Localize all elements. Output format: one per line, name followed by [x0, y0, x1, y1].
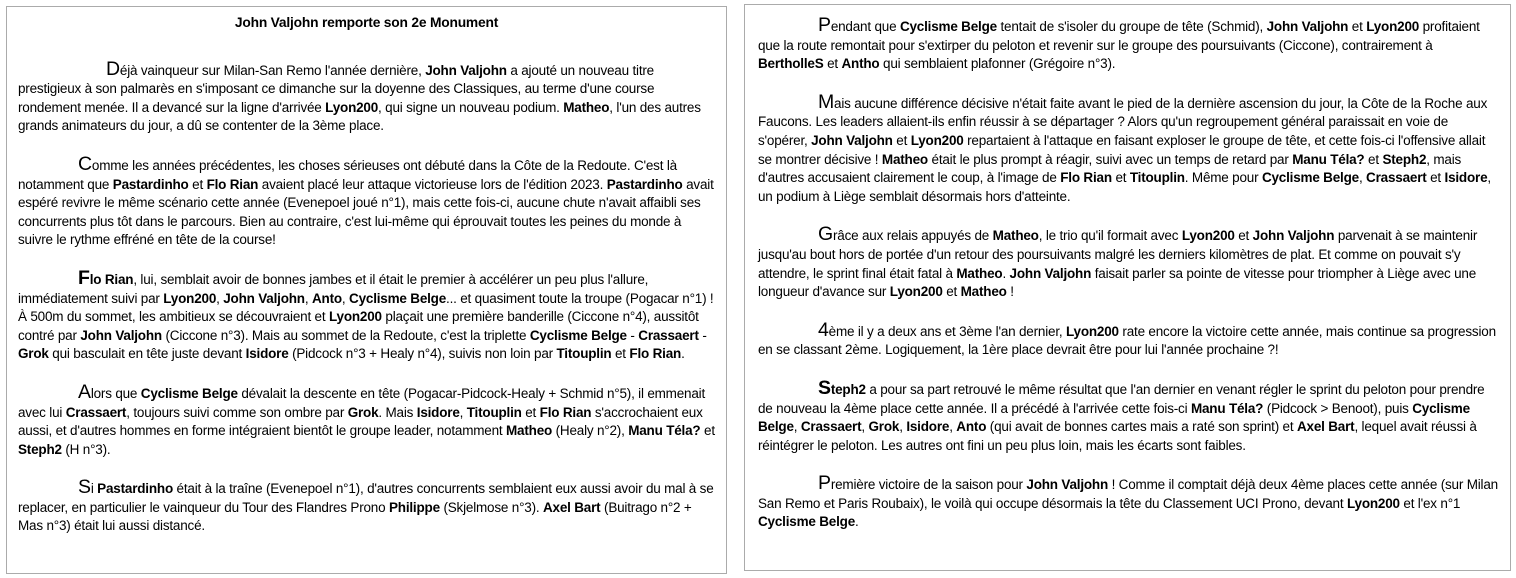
left-paragraph-1: Déjà vainqueur sur Milan-San Remo l'année dernière, John Valjohn a ajouté un nouveau titre prestigieux à son palmarès en s'imposant ce dimanche sur la doyenne des Classiques, au terme d'une course rondement menée. Il a devancé sur la ligne d'arrivée Lyon200, qui signe un nouveau podium. Matheo, l'un des autres grands animateurs du jour, a dû se contenter de la 3ème place. [18, 57, 701, 134]
right-paragraph-5: Steph2 a pour sa part retrouvé le même résultat que l'an dernier en venant régler le sprint du peloton pour prendre de nouveau la 4ème place cette année. Il a précédé à l'arrivée cette fois-ci Manu Téla? (Pidcock > Benoot), puis Cyclisme Belge, Crassaert, Grok, Isidore, Anto (qui avait de bonnes cartes mais a raté son sprint) et Axel Bart, lequel avait réussi à réintégrer le peloton. Les autres ont fini un peu plus loin, mais les écarts sont faibles. [758, 376, 1485, 453]
right-text-box [744, 4, 1511, 571]
right-paragraph-2: Mais aucune différence décisive n'était faite avant le pied de la dernière ascension du jour, la Côte de la Roche aux Faucons. Les leaders allaient-ils enfin réussir à se départager ? Alors qu'un regroupement général paraissait en voie de s'opérer, John Valjohn et Lyon200 repartaient à l'attaque en faisant exploser le groupe de tête, et cette fois-ci l'offensive allait se montrer décisive ! Matheo était le plus prompt à réagir, suivi avec un temps de retard par Manu Téla? et Steph2, mais d'autres accusaient clairement le coup, à l'image de Flo Rian et Titouplin. Même pour Cyclisme Belge, Crassaert et Isidore, un podium à Liège semblait désormais hors d'atteinte. [758, 90, 1491, 204]
right-paragraph-3: Grâce aux relais appuyés de Matheo, le trio qu'il formait avec Lyon200 et John Valjohn parvenait à se maintenir jusqu'au bout hors de portée d'un retour des poursuivants malgré les derniers kilomètres de plat. Et comme on pouvait s'y attendre, le sprint final était fatal à Matheo. John Valjohn faisait parler sa pointe de vitesse pour triompher à Liège avec une longueur d'avance sur Lyon200 et Matheo ! [758, 223, 1478, 300]
right-paragraph-6: Première victoire de la saison pour John Valjohn ! Comme il comptait déjà deux 4ème places cette année (sur Milan San Remo et Paris Roubaix), le voilà qui occupe désormais la tête du Classement UCI Prono, devant Lyon200 et l'ex n°1 Cyclisme Belge. [758, 472, 1498, 530]
left-paragraph-3: Flo Rian, lui, semblait avoir de bonnes jambes et il était le premier à accélérer un peu plus l'allure, immédiatement suivi par Lyon200, John Valjohn, Anto, Cyclisme Belge... et quasiment toute la troupe (Pogacar n°1) ! À 500m du sommet, les ambitieux se découvraient et Lyon200 plaçait une première banderille (Ciccone n°4), aussitôt contré par John Valjohn (Ciccone n°3). Mais au sommet de la Redoute, c'est la triplette Cyclisme Belge - Crassaert - Grok qui basculait en tête juste devant Isidore (Pidcock n°3 + Healy n°4), suivis non loin par Titouplin et Flo Rian. [18, 266, 714, 362]
left-paragraph-5: Si Pastardinho était à la traîne (Evenepoel n°1), d'autres concurrents semblaient eux aussi avoir du mal à se replacer, en particulier le vainqueur du Tour des Flandres Prono Philippe (Skjelmose n°3). Axel Bart (Buitrago n°2 + Mas n°3) était lui aussi distancé. [18, 476, 714, 534]
left-paragraph-4: Alors que Cyclisme Belge dévalait la descente en tête (Pogacar-Pidcock-Healy + Schmid n°5), il emmenait avec lui Crassaert, toujours suivi comme son ombre par Grok. Mais Isidore, Titouplin et Flo Rian s'accrochaient eux aussi, et d'autres hommes en forme intégraient bientôt le groupe leader, notamment Matheo (Healy n°2), Manu Téla? et Steph2 (H n°3). [18, 380, 715, 457]
article-title: John Valjohn remporte son 2e Monument [234, 15, 499, 30]
left-paragraph-2: Comme les années précédentes, les choses sérieuses ont débuté dans la Côte de la Redoute. C'est là notamment que Pastardinho et Flo Rian avaient placé leur attaque victorieuse lors de l'édition 2023. Pastardinho avait espéré revivre le même scénario cette année (Evenepoel joué n°1), mais cette fois-ci, aucune chute n'avait affaibli ses concurrents plus tôt dans le parcours. Bien au contraire, c'est lui-même qui éprouvait toutes les peines du monde à suivre le rythme effréné en tête de la course! [18, 152, 714, 248]
right-paragraph-4: 4ème il y a deux ans et 3ème l'an dernier, Lyon200 rate encore la victoire cette année, mais continue sa progression en se classant 2ème. Logiquement, la 1ère place devrait être pour lui l'année prochaine ?! [758, 318, 1496, 358]
right-paragraph-1: Pendant que Cyclisme Belge tentait de s'isoler du groupe de tête (Schmid), John Valjohn et Lyon200 profitaient que la route remontait pour s'extirper du peloton et revenir sur le groupe des poursuivants (Ciccone), contrairement à BertholleS et Antho qui semblaient plafonner (Grégoire n°3). [758, 14, 1480, 72]
left-text-box [6, 6, 727, 574]
